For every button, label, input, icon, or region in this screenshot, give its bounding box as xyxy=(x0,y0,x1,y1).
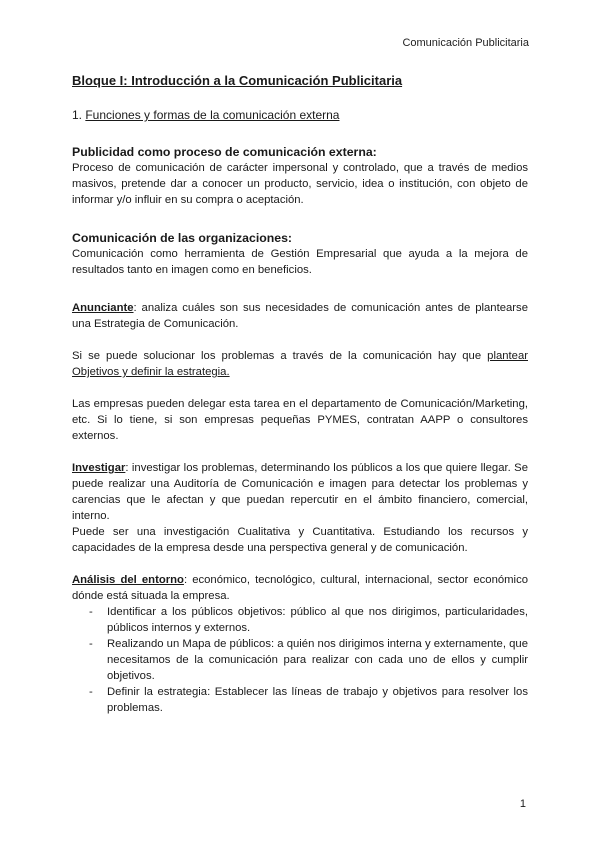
bullet-dash: - xyxy=(89,638,93,650)
analisis-keyword: Análisis del entorno xyxy=(72,574,184,586)
bullet-text: Realizando un Mapa de públicos: a quién nos dirigimos interna y externamente, que necesitamos de la comunicación para realizar con cada uno de ellos y cumplir objetivos. xyxy=(107,638,528,682)
investigar-keyword: Investigar xyxy=(72,462,126,474)
investigar-paragraph xyxy=(72,460,528,524)
section-heading xyxy=(72,107,528,123)
organizaciones-block xyxy=(72,230,528,278)
anunciante-paragraph xyxy=(72,300,528,332)
bullet-dash: - xyxy=(89,686,93,698)
anunciante-keyword: Anunciante xyxy=(72,302,134,314)
solucionar-text: Si se puede solucionar los problemas a través de la comunicación hay que xyxy=(72,350,488,362)
bullet-text: Definir la estrategia: Establecer las líneas de trabajo y objetivos para resolver los problemas. xyxy=(107,686,528,714)
analisis-block xyxy=(72,572,528,716)
section-title: Funciones y formas de la comunicación externa xyxy=(85,108,340,122)
bullet-dash: - xyxy=(89,606,93,618)
publicidad-heading: Publicidad como proceso de comunicación externa: xyxy=(72,145,377,159)
solucionar-underlined: plantear Objetivos y definir la estrategia. xyxy=(72,350,528,378)
document-title: Bloque I: Introducción a la Comunicación Publicitaria xyxy=(72,73,403,88)
publicidad-block xyxy=(72,144,528,208)
list-item xyxy=(72,604,528,636)
investigar-text: : investigar los problemas, determinando los públicos a los que quiere llegar. Se puede realizar una Auditoría de Comunicación e imagen para detectar los problemas y carencias que le afectan y que puedan repercutir en el ámbito financiero, comercial, interno. xyxy=(72,462,528,522)
empresas-paragraph: Las empresas pueden delegar esta tarea en el departamento de Comunicación/Marketing, etc. Si lo tiene, si son empresas pequeñas PYMES, contratan AAPP o consultores externos. xyxy=(72,398,528,442)
section-number: 1. xyxy=(72,108,86,122)
organizaciones-text: Comunicación como herramienta de Gestión Empresarial que ayuda a la mejora de resultados tanto en imagen como en beneficios. xyxy=(72,248,528,276)
anunciante-text: : analiza cuáles son sus necesidades de comunicación antes de plantearse una Estrategia de Comunicación. xyxy=(72,302,528,330)
list-item xyxy=(72,636,528,684)
analisis-text: : económico, tecnológico, cultural, internacional, sector económico dónde está situada la empresa. xyxy=(72,574,528,602)
bullet-text: Identificar a los públicos objetivos: público al que nos dirigimos, particularidades, públicos internos y externos. xyxy=(107,606,528,634)
investigar-paragraph-2: Puede ser una investigación Cualitativa y Cuantitativa. Estudiando los recursos y capacidades de la empresa desde una perspectiva general y de comunicación. xyxy=(72,526,528,554)
analisis-paragraph xyxy=(72,572,528,604)
solucionar-paragraph xyxy=(72,348,528,380)
analisis-bullet-list xyxy=(72,604,528,716)
document-body xyxy=(72,72,528,716)
list-item xyxy=(72,684,528,716)
page-number: 1 xyxy=(519,798,526,810)
organizaciones-heading: Comunicación de las organizaciones: xyxy=(72,231,293,245)
investigar-block xyxy=(72,460,528,556)
publicidad-text: Proceso de comunicación de carácter impersonal y controlado, que a través de medios masivos, pretende dar a conocer un producto, servicio, idea o institución, con objeto de informar y/o influir en su compra o aceptación. xyxy=(72,162,528,206)
running-header: Comunicación Publicitaria xyxy=(402,37,529,49)
